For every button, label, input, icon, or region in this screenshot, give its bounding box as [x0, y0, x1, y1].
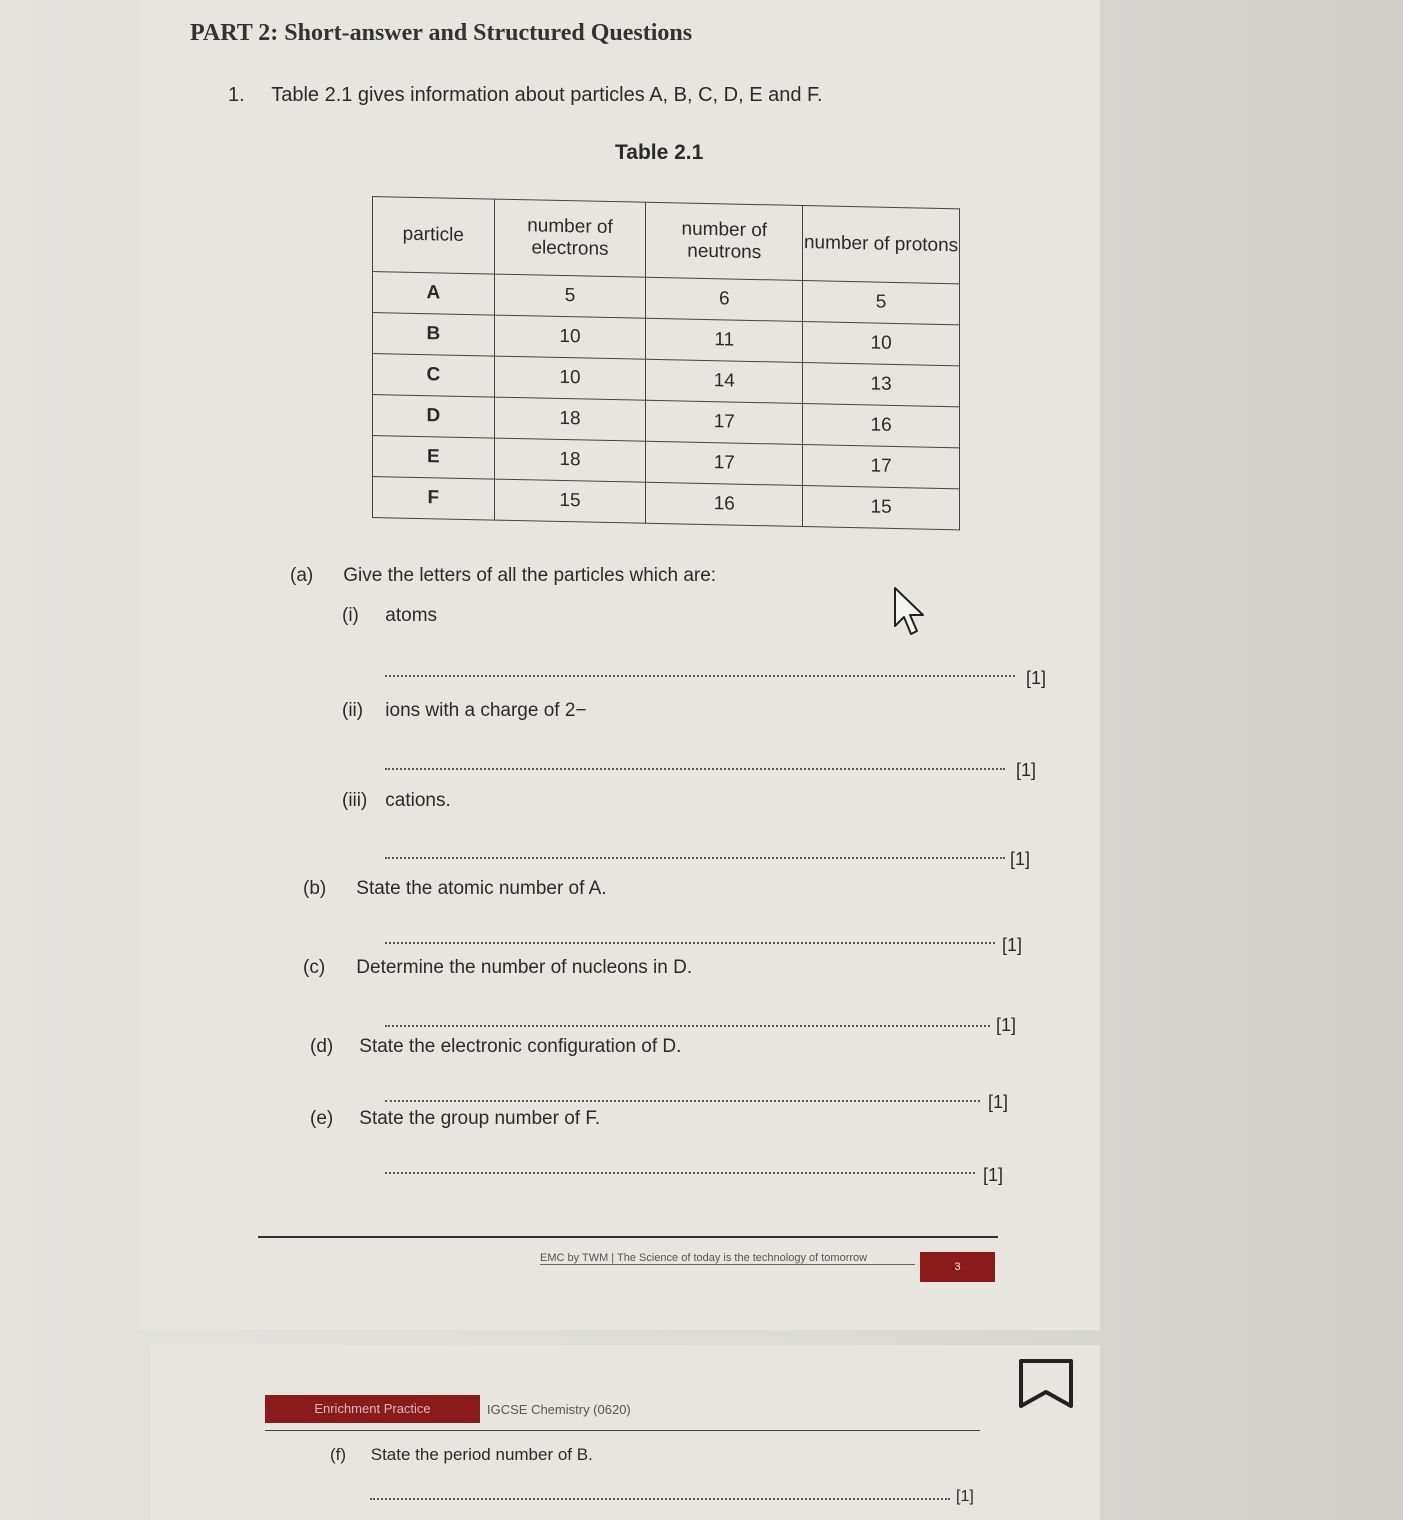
value-cell: 5 — [803, 281, 960, 325]
answer-line-a-iii[interactable] — [385, 857, 1005, 859]
part-text: State the period number of B. — [370, 1445, 593, 1464]
document-page-1 — [140, 0, 1100, 1330]
part-text: ions with a charge of 2− — [385, 700, 587, 721]
answer-line-a-i[interactable] — [385, 675, 1015, 677]
value-cell: 6 — [646, 277, 803, 321]
part-text: atoms — [385, 605, 438, 626]
mark: [1] — [988, 1092, 1009, 1112]
part-text: cations. — [385, 790, 451, 811]
answer-line-b[interactable] — [385, 942, 995, 944]
mark: [1] — [1016, 760, 1037, 780]
particle-cell: C — [373, 354, 495, 398]
value-cell: 11 — [646, 318, 803, 362]
mark: [1] — [956, 1488, 974, 1505]
value-cell: 17 — [803, 445, 960, 489]
answer-line-d[interactable] — [385, 1100, 980, 1102]
value-cell: 14 — [646, 359, 803, 403]
answer-line-a-ii[interactable] — [385, 768, 1005, 770]
part-label: (b) — [303, 878, 327, 899]
column-header: number of electrons — [494, 199, 646, 277]
value-cell: 13 — [803, 363, 960, 407]
particle-cell: F — [373, 477, 495, 521]
table-header-row — [373, 197, 960, 284]
part-text: State the atomic number of A. — [356, 878, 607, 899]
part-label: (iii) — [342, 790, 368, 811]
part-label: (ii) — [342, 700, 364, 721]
answer-line-f[interactable] — [370, 1498, 950, 1500]
part-label: (d) — [310, 1036, 334, 1057]
part-text: Determine the number of nucleons in D. — [356, 957, 693, 978]
particle-cell: E — [373, 436, 495, 480]
footer-text: EMC by TWM | The Science of today is the technology of tomorrow — [540, 1252, 915, 1265]
mouse-pointer-icon — [893, 586, 933, 638]
part-text: State the electronic configuration of D. — [359, 1036, 682, 1057]
mark: [1] — [983, 1165, 1004, 1185]
mark: [1] — [1026, 668, 1047, 688]
part-b — [303, 878, 607, 900]
part-text: Give the letters of all the particles which are: — [343, 565, 717, 586]
answer-line-c[interactable] — [385, 1025, 990, 1027]
footer-rule — [258, 1236, 998, 1238]
question-text: Table 2.1 gives information about particles A, B, C, D, E and F. — [271, 84, 823, 106]
answer-line-e[interactable] — [385, 1172, 975, 1174]
part-a-ii — [342, 700, 587, 722]
header-badge: Enrichment Practice — [265, 1395, 480, 1423]
part-c — [303, 957, 692, 979]
part-label: (c) — [303, 957, 326, 978]
part-label: (e) — [310, 1108, 334, 1129]
mark: [1] — [1002, 935, 1023, 955]
mark: [1] — [996, 1015, 1017, 1035]
value-cell: 17 — [646, 441, 803, 485]
question-number: 1. — [228, 84, 245, 106]
value-cell: 10 — [494, 315, 646, 359]
question-1 — [228, 84, 823, 107]
part-e — [310, 1108, 600, 1130]
value-cell: 10 — [494, 356, 646, 400]
part-label: (f) — [330, 1445, 347, 1464]
value-cell: 15 — [803, 486, 960, 530]
mark: [1] — [1010, 849, 1031, 869]
header-rule — [265, 1430, 980, 1431]
value-cell: 5 — [494, 274, 646, 318]
part-label: (a) — [290, 565, 314, 586]
part-text: State the group number of F. — [359, 1108, 601, 1129]
part-a-iii — [342, 790, 451, 812]
table-caption: Table 2.1 — [615, 141, 704, 164]
particle-cell: B — [373, 313, 495, 357]
part-d — [310, 1036, 681, 1058]
section-heading: PART 2: Short-answer and Structured Questions — [190, 20, 693, 46]
value-cell: 16 — [646, 482, 803, 526]
column-header: number of neutrons — [646, 202, 803, 280]
value-cell: 18 — [494, 438, 646, 482]
column-header: particle — [373, 197, 495, 275]
page-number: 3 — [920, 1252, 995, 1282]
part-a — [290, 565, 716, 587]
bookmark-icon[interactable] — [1018, 1358, 1074, 1410]
value-cell: 10 — [803, 322, 960, 366]
part-f — [330, 1445, 593, 1465]
value-cell: 15 — [494, 479, 646, 523]
part-label: (i) — [342, 605, 359, 626]
column-header: number of protons — [803, 206, 960, 284]
particles-table — [372, 196, 960, 530]
particle-cell: A — [373, 272, 495, 316]
value-cell: 18 — [494, 397, 646, 441]
header-subject: IGCSE Chemistry (0620) — [487, 1402, 631, 1417]
value-cell: 17 — [646, 400, 803, 444]
part-a-i — [342, 605, 437, 627]
particle-cell: D — [373, 395, 495, 439]
value-cell: 16 — [803, 404, 960, 448]
